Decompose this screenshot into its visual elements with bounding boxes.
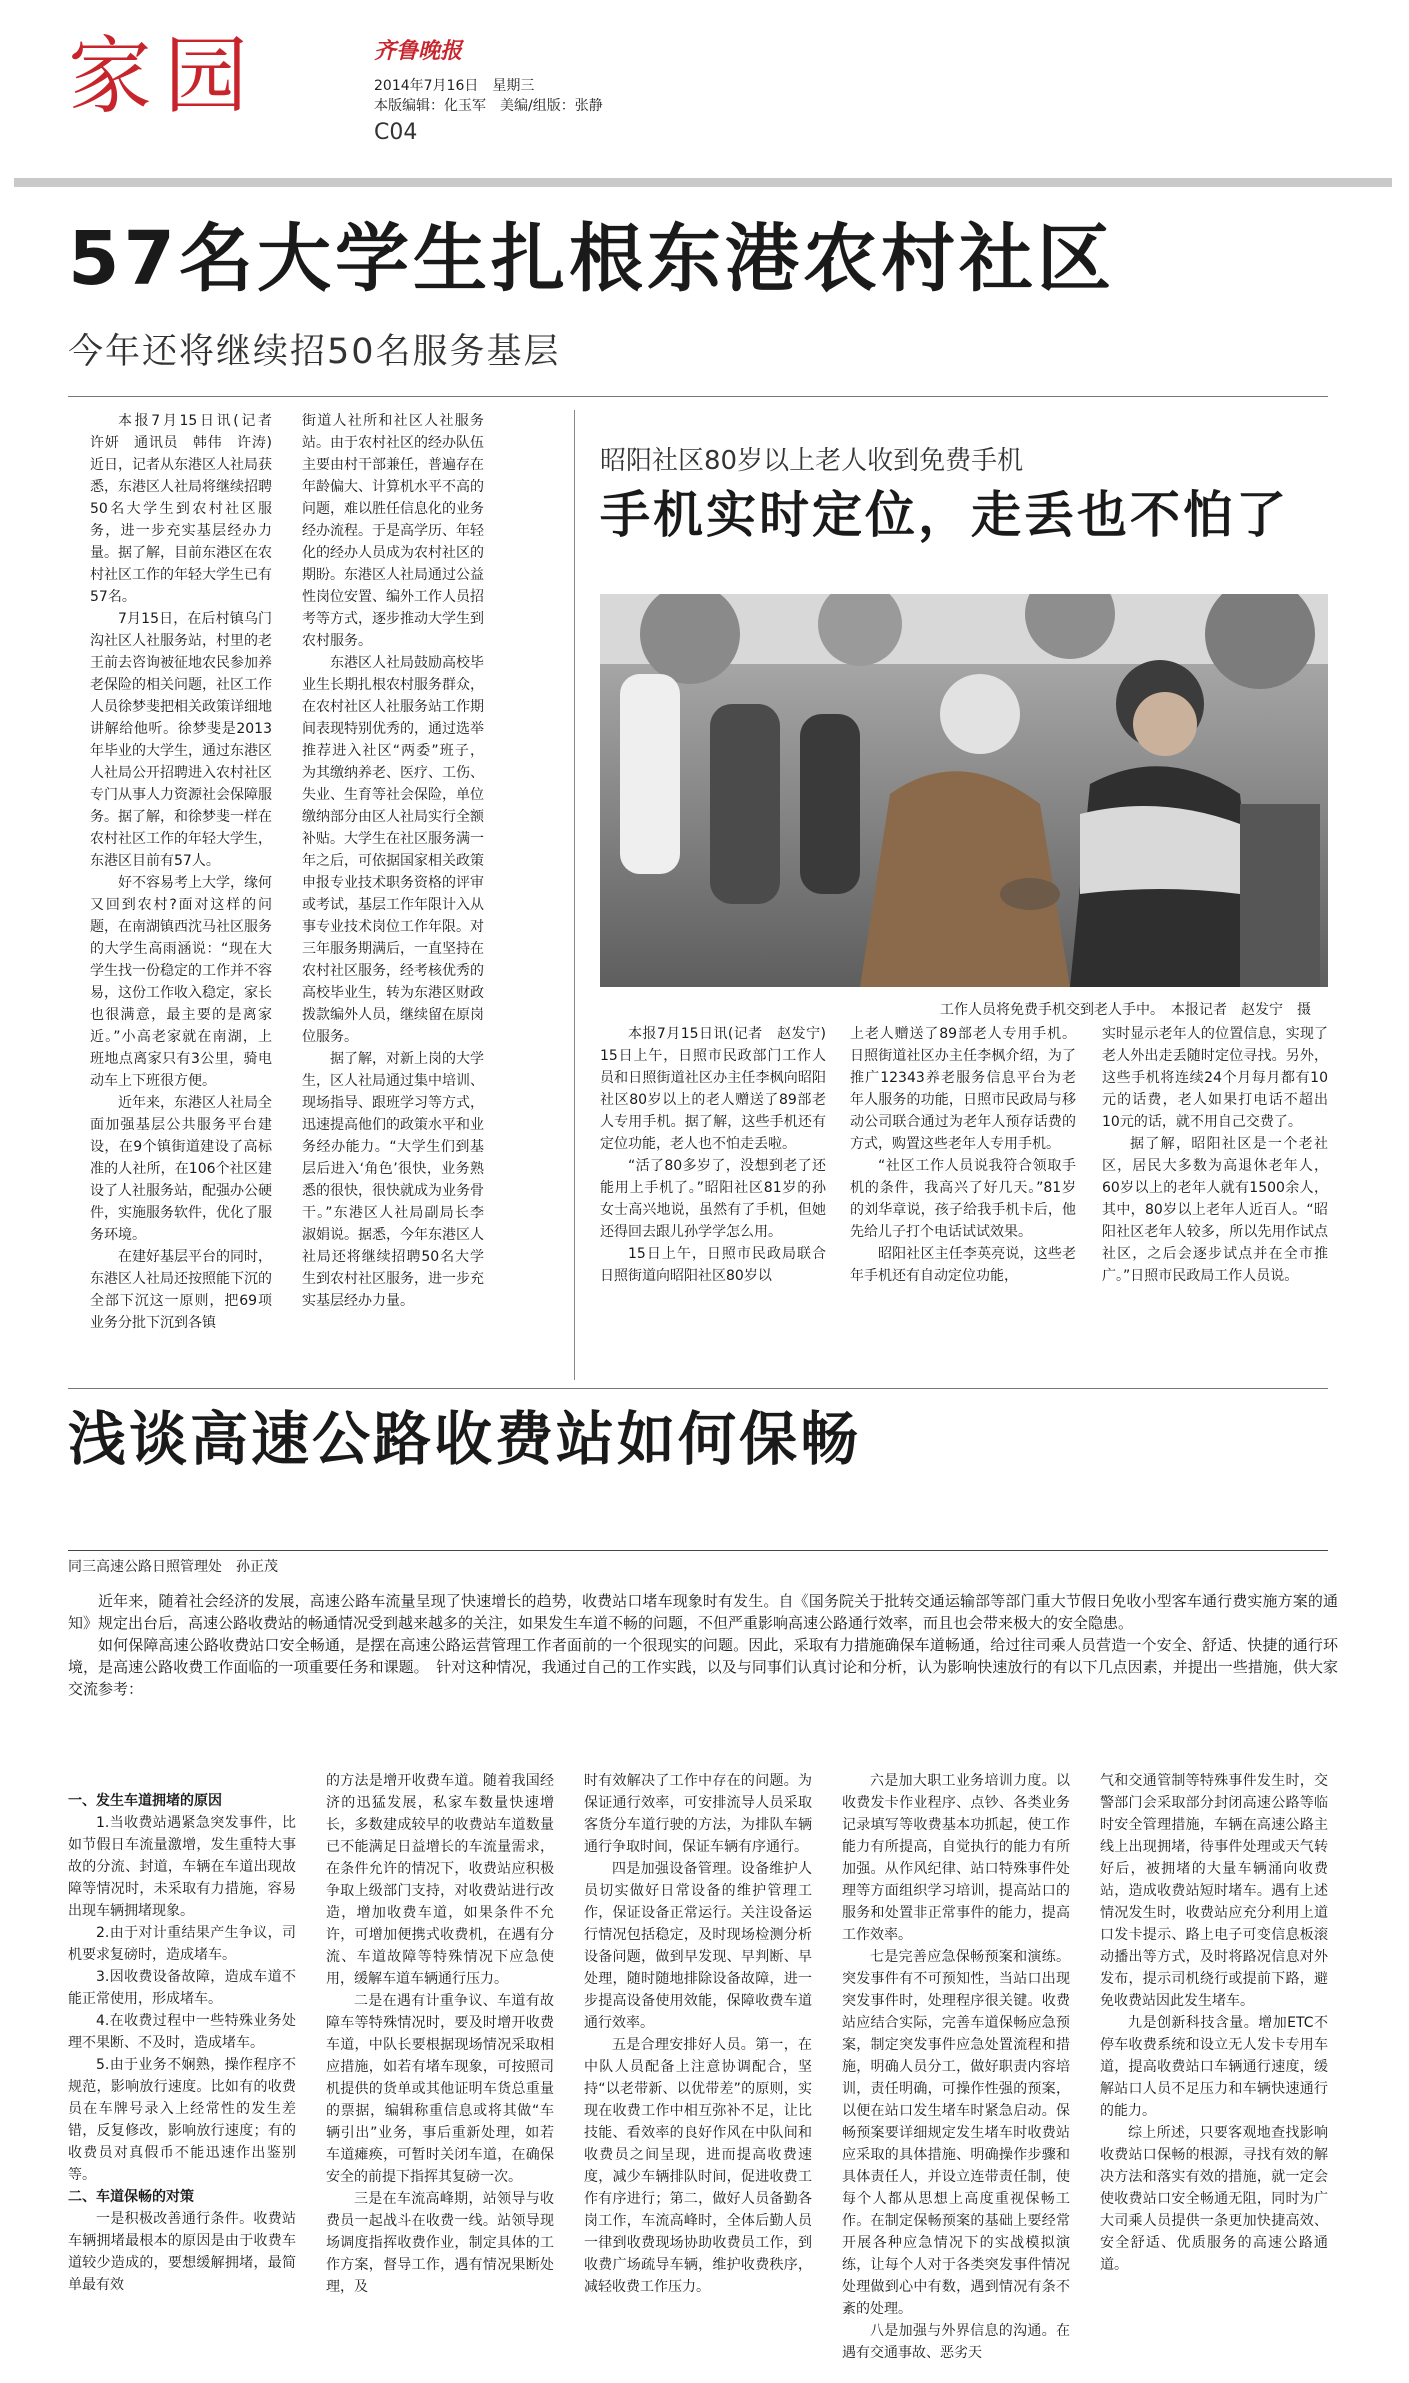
story3-byline: 同三高速公路日照管理处 孙正茂 <box>68 1559 278 1575</box>
photo-illustration <box>600 594 1328 987</box>
paragraph: 据了解，昭阳社区是一个老社区，居民大多数为高退休老年人，60岁以上的老年人就有1500余人，其中，80岁以上老年人近百人。“昭阳社区老年人较多，所以先用作试点社区，之后会逐步试点并在全市推广。”日照市民政局工作人员说。 <box>1102 1136 1328 1284</box>
story1-subhead: 今年还将继续招50名服务基层 <box>68 332 561 372</box>
story3-column-5 <box>1100 1770 1328 2276</box>
paragraph: 七是完善应急保畅预案和演练。突发事件有不可预知性，当站口出现突发事件时，处理程序很关键。收费站应结合实际，完善车道保畅应急预案，制定突发事件应急处置流程和措施，明确人员分工，做好职责内容培训，责任明确，可操作性强的预案，以便在站口发生堵车时紧急启动。保畅预案要详细规定发生堵车时收费站应采取的具体措施、明确操作步骤和具体责任人，并设立连带责任制，使每个人都从思想上高度重视保畅工作。在制定保畅预案的基础上要经常开展各种应急情况下的实战模拟演练，让每个人对于各类突发事件情况处理做到心中有数，遇到情况有条不紊的处理。 <box>842 1949 1070 2317</box>
paragraph: 时有效解决了工作中存在的问题。为保证通行效率，可安排流导人员采取客货分车道行驶的方法，为排队车辆通行争取时间，保证车辆有序通行。 <box>584 1773 812 1855</box>
paragraph: 昭阳社区主任李英亮说，这些老年手机还有自动定位功能， <box>850 1246 1076 1284</box>
paragraph: 15日上午，日照市民政局联合日照街道向昭阳社区80岁以 <box>600 1246 826 1284</box>
paragraph: 据了解，对新上岗的大学生，区人社局通过集中培训、现场指导、跟班学习等方式，迅速提高他们的政策水平和业务经办能力。“大学生们到基层后进入‘角色’很快，业务熟悉的很快，很快就成为业务骨干。”东港区人社局副局长李淑娟说。据悉，今年东港区人社局还将继续招聘50名大学生到农村社区服务，进一步充实基层经办力量。 <box>302 1051 484 1309</box>
story1-rule <box>68 396 1328 397</box>
paragraph: 好不容易考上大学，缘何又回到农村?面对这样的问题，在南湖镇西沈马社区服务的大学生高雨涵说：“现在大学生找一份稳定的工作并不容易，这份工作收入稳定，家长也很满意，最主要的是离家近。”小高老家就在南湖，上班地点离家只有3公里，骑电动车上下班很方便。 <box>90 875 272 1089</box>
story3-column-4 <box>842 1770 1070 2364</box>
paragraph: 四是加强设备管理。设备维护人员切实做好日常设备的维护管理工作，保证设备正常运行。关注设备运行情况包括稳定，及时现场检测分析设备问题，做到早发现、早判断、早处理，随时随地排除设备故障，进一步提高设备使用效能，保障收费车道通行效率。 <box>584 1861 812 2031</box>
story2-column-3 <box>1102 1023 1328 1287</box>
paragraph: 的方法是增开收费车道。随着我国经济的迅猛发展，私家车数量快速增长，多数建成较早的收费站车道数量已不能满足日益增长的车流量需求，在条件允许的情况下，收费站应积极争取上级部门支持，对收费站进行改造，增加收费车道，如果条件不允许，可增加便携式收费机，在遇有分流、车道故障等特殊情况下应急使用，缓解车道车辆通行压力。 <box>326 1773 554 1987</box>
newspaper-name: 齐鲁晚报 <box>374 38 463 64</box>
column-divider <box>574 410 575 1380</box>
paragraph: 八是加强与外界信息的沟通。在遇有交通事故、恶劣天 <box>842 2323 1070 2361</box>
section-divider <box>68 1388 1328 1389</box>
paragraph: 3.因收费设备故障，造成车道不能正常使用，形成堵车。 <box>68 1969 296 2007</box>
paragraph: 5.由于业务不娴熟，操作程序不规范，影响放行速度。比如有的收费员在车牌号录入上经常性的发生差错，反复修改，影响放行速度；有的收费员对真假币不能迅速作出鉴别等。 <box>68 2057 296 2183</box>
paragraph: 街道人社所和社区人社服务站。由于农村社区的经办队伍主要由村干部兼任，普遍存在年龄偏大、计算机水平不高的问题，难以胜任信息化的业务经办流程。于是高学历、年轻化的经办人员成为农村社区的期盼。东港区人社局通过公益性岗位安置、编外工作人员招考等方式，逐步推动大学生到农村服务。 <box>302 413 484 649</box>
story3-column-1 <box>68 1790 296 2296</box>
section-title: 家园 <box>68 27 261 125</box>
photo-caption: 工作人员将免费手机交到老人手中。 本报记者 赵发宁 摄 <box>940 1002 1311 1018</box>
paragraph: 东港区人社局鼓励高校毕业生长期扎根农村服务群众，在农村社区人社服务站工作期间表现特别优秀的，通过选举推荐进入社区“两委”班子，为其缴纳养老、医疗、工伤、失业、生育等社会保险，单位缴纳部分由区人社局实行全额补贴。大学生在社区服务满一年之后，可依据国家相关政策申报专业技术职务资格的评审或考试，基层工作年限计入从事专业技术岗位工作年限。对三年服务期满后，一直坚持在农村社区服务，经考核优秀的高校毕业生，转为东港区财政拨款编外人员，继续留在原岗位服务。 <box>302 655 484 1045</box>
paragraph: 二是在遇有计重争议、车道有故障车等特殊情况时，要及时增开收费车道，中队长要根据现场情况采取相应措施，如若有堵车现象，可按照司机提供的货单或其他证明车货总重量的票据，编辑称重信息或将其做“车辆引出”业务，事后重新处理，如若车道瘫痪，可暂时关闭车道，在确保安全的前提下指挥其复磅一次。 <box>326 1993 554 2185</box>
story1-column-2 <box>302 410 484 1312</box>
story3-column-3 <box>584 1770 812 2298</box>
story3-lead <box>68 1590 1338 1700</box>
story3-headline: 浅谈高速公路收费站如何保畅 <box>68 1405 862 1473</box>
paragraph: 4.在收费过程中一些特殊业务处理不果断、不及时，造成堵车。 <box>68 2013 296 2051</box>
story3-rule <box>68 1550 1328 1551</box>
paragraph: 如何保障高速公路收费站口安全畅通，是摆在高速公路运营管理工作者面前的一个很现实的问题。因此，采取有力措施确保车道畅通，给过往司乘人员营造一个安全、舒适、快捷的通行环境，是高速公路收费工作面临的一项重要任务和课题。 针对这种情况，我通过自己的工作实践，以及与同事们认真讨论和分析，认为影响快速放行的有以下几点因素，并提出一些措施，供大家交流参考： <box>68 1636 1338 1698</box>
section-subheading: 一、发生车道拥堵的原因 <box>68 1793 222 1809</box>
news-photo <box>600 594 1328 987</box>
paragraph: 六是加大职工业务培训力度。以收费发卡作业程序、点钞、各类业务记录填写等收费基本功抓起，使工作能力有所提高，自觉执行的能力有所加强。从作风纪律、站口特殊事件处理等方面组织学习培训，提高站口的服务和处置非正常事件的能力，提高工作效率。 <box>842 1773 1070 1943</box>
story2-column-1 <box>600 1023 840 1287</box>
story3-column-2 <box>326 1770 554 2298</box>
story2-headline: 手机实时定位，走丢也不怕了 <box>600 486 1289 544</box>
paragraph: 三是在车流高峰期，站领导与收费员一起战斗在收费一线。站领导现场调度指挥收费作业，制定具体的工作方案，督导工作，遇有情况果断处理，及 <box>326 2191 554 2295</box>
paragraph: 在建好基层平台的同时，东港区人社局还按照能下沉的全部下沉这一原则，把69项业务分批下沉到各镇 <box>90 1249 272 1331</box>
paragraph: 综上所述，只要客观地查找影响收费站口保畅的根源，寻找有效的解决方法和落实有效的措施，就一定会使收费站口安全畅通无阻，同时为广大司乘人员提供一条更加快捷高效、安全舒适、优质服务的高速公路通道。 <box>1100 2125 1328 2273</box>
paragraph: 一是积极改善通行条件。收费站车辆拥堵最根本的原因是由于收费车道较少造成的，要想缓解拥堵，最简单最有效 <box>68 2211 296 2293</box>
paragraph: 7月15日，在后村镇乌门沟社区人社服务站，村里的老王前去咨询被征地农民参加养老保险的相关问题，社区工作人员徐梦斐把相关政策详细地讲解给他听。徐梦斐是2013年毕业的大学生，通过东港区人社局公开招聘进入农村社区专门从事人力资源社会保障服务。据了解，和徐梦斐一样在农村社区工作的年轻大学生，东港区目前有57人。 <box>90 611 272 869</box>
paragraph: 1.当收费站遇紧急突发事件，比如节假日车流量激增，发生重特大事故的分流、封道，车辆在车道出现故障等情况时，未采取有力措施，容易出现车辆拥堵现象。 <box>68 1815 296 1919</box>
paragraph: 2.由于对计重结果产生争议，司机要求复磅时，造成堵车。 <box>68 1925 296 1963</box>
paragraph: 九是创新科技含量。增加ETC不停车收费系统和设立无人发卡专用车道，提高收费站口车辆通行速度，缓解站口人员不足压力和车辆快速通行的能力。 <box>1100 2015 1328 2119</box>
paragraph: 上老人赠送了89部老人专用手机。日照街道社区办主任李枫介绍，为了推广12343养老服务信息平台为老年人服务的功能，日照市民政局与移动公司联合通过为老年人预存话费的方式，购置这些老年人专用手机。 <box>850 1026 1076 1152</box>
paragraph: 五是合理安排好人员。第一，在中队人员配备上注意协调配合，坚持“以老带新、以优带差”的原则，实现在收费工作中相互弥补不足，让比技能、看效率的良好作风在中队间和收费员之间呈现，进而提高收费速度，减少车辆排队时间，促进收费工作有序进行；第二，做好人员备勤各岗工作，车流高峰时，全体后勤人员一律到收费现场协助收费员工作，到收费广场疏导车辆，维护收费秩序，减轻收费工作压力。 <box>584 2037 812 2295</box>
story1-column-1 <box>90 410 286 1334</box>
story1-headline: 57名大学生扎根东港农村社区 <box>68 216 1115 302</box>
section-subheading: 二、车道保畅的对策 <box>68 2189 194 2205</box>
paragraph: 近年来，东港区人社局全面加强基层公共服务平台建设，在9个镇街道建设了高标准的人社所，在106个社区建设了人社服务站，配强办公硬件，实施服务软件，优化了服务环境。 <box>90 1095 272 1243</box>
paragraph: 气和交通管制等特殊事件发生时，交警部门会采取部分封闭高速公路等临时安全管理措施，车辆在高速公路主线上出现拥堵，待事件处理或天气转好后，被拥堵的大量车辆涌向收费站，造成收费站短时堵车。遇有上述情况发生时，收费站应充分利用上道口发卡提示、路上电子可变信息板滚动播出等方式，及时将路况信息对外发布，提示司机绕行或提前下路，避免收费站因此发生堵车。 <box>1100 1773 1328 2009</box>
paragraph: 近年来，随着社会经济的发展，高速公路车流量呈现了快速增长的趋势，收费站口堵车现象时有发生。自《国务院关于批转交通运输部等部门重大节假日免收小型客车通行费实施方案的通知》规定出台后，高速公路收费站的畅通情况受到越来越多的关注，如果发生车道不畅的问题，不但严重影响高速公路通行效率，而且也会带来极大的安全隐患。 <box>68 1592 1338 1632</box>
masthead-meta <box>374 76 603 116</box>
paragraph: 实时显示老年人的位置信息，实现了老人外出走丢随时定位寻找。另外，这些手机将连续24个月每月都有10元的话费，老人如果打电话不超出10元的话，就不用自己交费了。 <box>1102 1026 1328 1130</box>
paragraph: 本报7月15日讯(记者 赵发宁) 15日上午，日照市民政部门工作人员和日照街道社区办主任李枫向昭阳社区80岁以上的老人赠送了89部老人专用手机。据了解，这些手机还有定位功能，老人也不怕走丢啦。 <box>600 1026 840 1152</box>
paragraph: “社区工作人员说我符合领取手机的条件，我高兴了好几天。”81岁的刘华章说，孩子给我手机卡后，他先给儿子打个电话试试效果。 <box>850 1158 1076 1240</box>
paragraph: 本报7月15日讯(记者 许妍 通讯员 韩伟 许涛) 近日，记者从东港区人社局获悉，东港区人社局将继续招聘50名大学生到农村社区服务，进一步充实基层经办力量。据了解，目前东港区在农村社区工作的年轻大学生已有57名。 <box>90 413 286 605</box>
story2-column-2 <box>850 1023 1076 1287</box>
story2-kicker: 昭阳社区80岁以上老人收到免费手机 <box>600 446 1024 476</box>
date-line: 2014年7月16日 星期三 <box>374 78 535 94</box>
paragraph: “活了80多岁了，没想到老了还能用上手机了。”昭阳社区81岁的孙女士高兴地说，虽然有了手机，但她还得回去跟儿孙学学怎么用。 <box>600 1158 826 1240</box>
editor-line: 本版编辑：化玉军 美编/组版：张静 <box>374 98 603 114</box>
page-number: C04 <box>374 120 418 145</box>
masthead-divider <box>14 178 1392 187</box>
